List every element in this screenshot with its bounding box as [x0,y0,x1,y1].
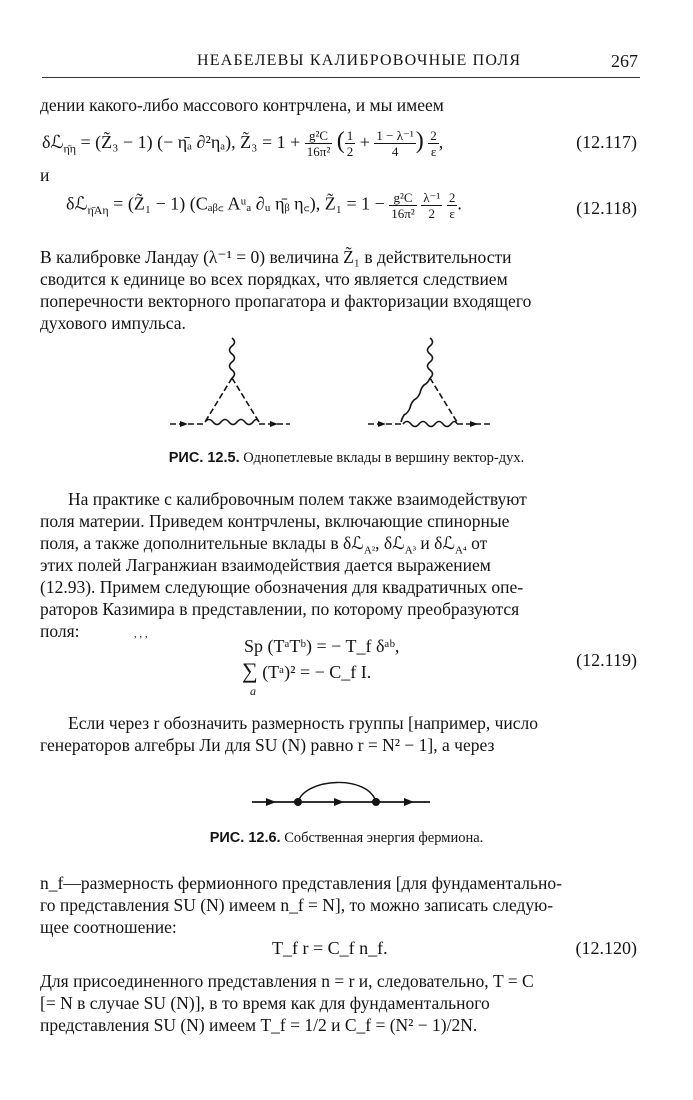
para-landau-line-2: сводится к единице во всех порядках, что является следствием [40,269,508,289]
eq-118-lhs-sub: η̄Aη [87,203,109,218]
para-final-line-3: представления SU (N) имеем T_f = 1/2 и C_f = (N² − 1)/2N. [40,1015,478,1035]
equation-12-119-line-1: Sp (TᵃTᵇ) = − T_f δᵃᵇ, [244,636,400,656]
para-final-line-1: Для присоединенного представления n = r и, следовательно, T = C [40,971,534,991]
para-practice-line-2: поля материи. Приведем контрчлены, включающие спинорные [40,511,510,531]
running-header [42,50,640,78]
eq-118-lambda: $\frac{\text{λ⁻¹}}{2}$ [423,190,441,221]
figure-12-6-text: Собственная энергия фермиона. [284,830,484,846]
para-practice-line-3: поля, а также дополнительные вклады в δℒ$_{A^2}$, δℒ$_{A^3}$ и δℒ$_{A^4}$ от [40,533,488,557]
para-nf-line-2: го представления SU (N) имеем n_f = N], то можно записать следую- [40,895,554,915]
gluon-line-right [428,338,433,378]
ghost-triangle-sides-left [205,378,259,422]
ghost-triangle-side-right [430,378,457,422]
para-practice-line-5: (12.93). Примем следующие обозначения для квадратичных опе- [40,577,524,597]
eq-118-coef: $\frac{\text{g²C}}{\text{16π²}}$ [391,190,415,221]
para-nf-line-3: щее соотношение: [40,917,177,937]
eq-117-lhs-sub: η̄η [63,141,77,156]
loop-arc [298,782,376,802]
figure-12-6-diagram [0,770,693,820]
equation-12-117 [42,128,622,159]
eq-117-tail: , [438,132,444,152]
para-landau-line-1: В калибровке Ландау (λ⁻¹ = 0) величина Z̃₁ в действительности [40,247,512,267]
figure-12-5-caption [0,450,693,467]
conjunction-and: и [40,165,50,185]
para-nf-line-1: n_f—размерность фермионного представления [для фундаментально- [40,873,562,893]
diagram-right [368,338,492,427]
gluon-triangle-base-left [205,420,259,425]
figure-12-6-label: РИС. 12.6. [209,830,281,846]
figure-12-5-text: Однопетлевые вклады в вершину вектор-дух. [243,450,525,466]
para-r-line-2: генераторов алгебры Ли для SU (N) равно r = N² − 1], а через [40,735,495,755]
eq-118-two-eps: $\frac{2}{\varepsilon}$ [448,190,456,221]
gluon-triangle-side-right-a [401,378,430,422]
diagram-left [170,338,290,425]
para-landau-line-3: поперечности векторного пропагатора и факторизации входящего [40,291,532,311]
gluon-base-right [403,422,457,427]
gluon-line-left [230,338,235,378]
eq-number-12-117: (12.117) [576,132,637,152]
page-number: 267 [611,51,638,71]
para-practice-line-6: раторов Казимира в представлении, по которому преобразуются [40,599,520,619]
eq-118-tail: . [457,193,462,214]
eq-number-12-120: (12.120) [575,938,637,958]
eq-117-plus: + [359,132,370,152]
eq-117-lhs: δℒ [42,132,64,152]
eq-number-12-118: (12.118) [576,198,637,218]
eq-118-lhs: δℒ [66,193,88,214]
eq-117-two-eps: $\frac{2}{\varepsilon}$ [430,128,437,160]
para-practice-line-7: поля: , , , [40,621,148,641]
para-landau-line-4: духового импульса. [40,313,186,333]
equation-12-120: T_f r = C_f n_f. [272,938,388,958]
para-r-line-1: Если через r обозначить размерность группы [например, число [68,713,539,733]
figure-12-6-caption [0,830,693,847]
header-rule [42,77,640,78]
equation-12-118 [66,190,646,221]
figure-12-5-label: РИС. 12.5. [168,450,240,466]
eq-119-line-2-body: (Tᵃ)² = − C_f I. [262,662,372,682]
para-practice-line-4: этих полей Лагранжиан взаимодействия дается выражением [40,555,491,575]
figure-12-5-diagrams [0,330,693,440]
sum-index: a [250,684,256,698]
eq-117-paren-open: ( [336,128,345,154]
eq-117-lambda: $\frac{\text{1 − λ⁻¹}}{4}$ [376,128,414,160]
eq-117-body: = (Z̃₃ − 1) (− η̄ₐ ∂²ηₐ), Z̃₃ = 1 + [80,132,301,152]
para-final-line-2: [= N в случае SU (N)], в то время как для фундаментального [40,993,490,1013]
sum-symbol: ∑ [242,658,258,683]
eq-118-body: = (Z̃₁ − 1) (Cₐᵦ꜀ Aᵘₐ ∂ᵤ η̄ᵦ η꜀), Z̃₁ = 1 − [113,193,385,214]
para-practice-line-1: На практике с калибровочным полем также взаимодействуют [68,489,527,509]
eq-117-coef: $\frac{\text{g²C}}{\text{16π²}}$ [306,128,331,160]
eq-117-paren-close: ) [415,128,424,154]
eq-number-12-119: (12.119) [576,650,637,670]
eq-117-half: $\frac{1}{2}$ [346,128,354,160]
running-title: НЕАБЕЛЕВЫ КАЛИБРОВОЧНЫЕ ПОЛЯ [197,52,522,69]
intro-line: дении какого-либо массового контрчлена, и мы имеем [40,95,444,115]
